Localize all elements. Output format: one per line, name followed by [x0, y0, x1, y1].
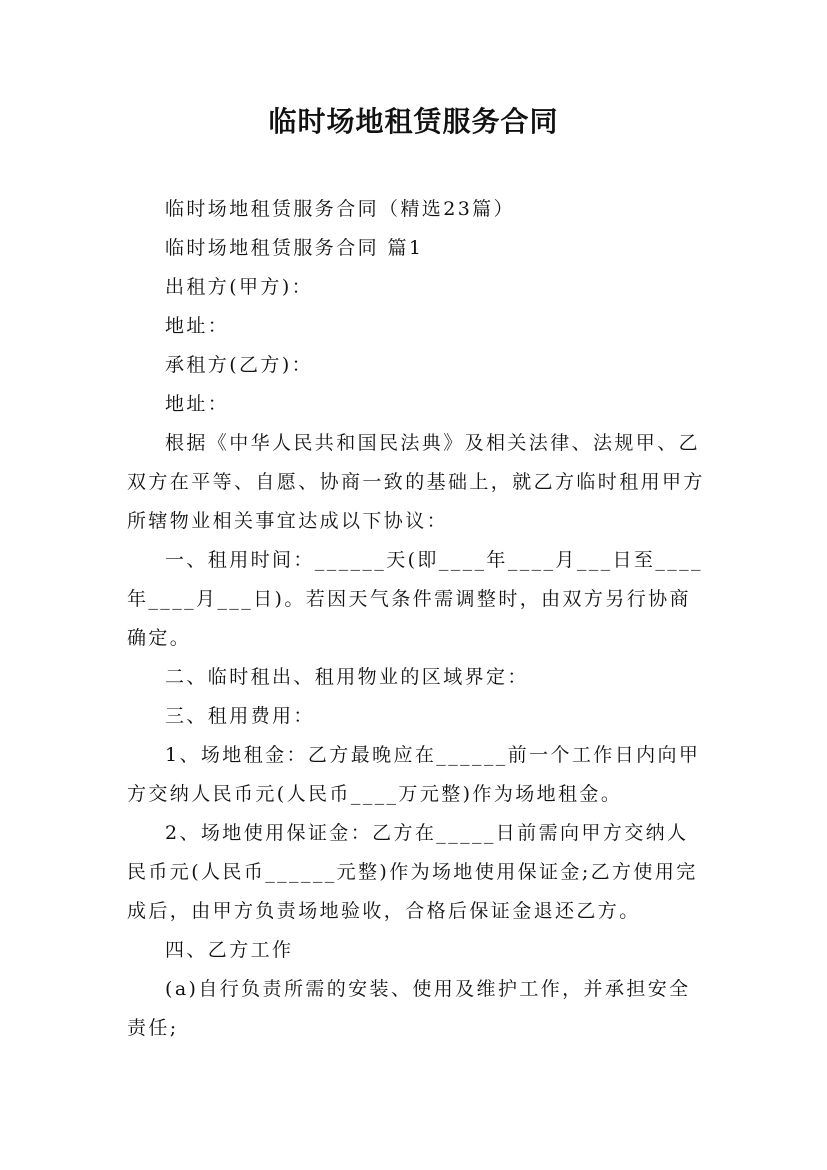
paragraph-term-two: 二、临时租出、租用物业的区域界定：	[165, 666, 529, 688]
paragraph-section-heading: 临时场地租赁服务合同 篇1	[165, 237, 424, 259]
paragraph-lessor-address: 地址：	[165, 315, 230, 337]
paragraph-lessee-address: 地址：	[165, 393, 230, 415]
paragraph-deposit: 2、场地使用保证金：乙方在_____日前需向甲方交纳人民币元(人民币______元整)作为场地使用保证金;乙方使用完成后，由甲方负责场地验收，合格后保证金退还乙方。	[127, 822, 698, 922]
paragraph-term-three: 三、租用费用：	[165, 705, 315, 727]
document-title: 临时场地租赁服务合同	[268, 105, 559, 138]
paragraph-preamble: 根据《中华人民共和国民法典》及相关法律、法规甲、乙双方在平等、自愿、协商一致的基础上，就乙方临时租用甲方所辖物业相关事宜达成以下协议：	[127, 432, 705, 532]
document-body	[127, 190, 707, 1048]
paragraph-term-one: 一、租用时间：______天(即____年____月___日至____年____月___日)。若因天气条件需调整时，由双方另行协商确定。	[127, 549, 703, 649]
paragraph-term-four: 四、乙方工作	[165, 939, 294, 961]
paragraph-lessor: 出租方(甲方)：	[165, 276, 314, 298]
paragraph-rent: 1、场地租金：乙方最晚应在______前一个工作日内向甲方交纳人民币元(人民币____万元整)作为场地租金。	[127, 744, 701, 805]
paragraph-lessee: 承租方(乙方)：	[165, 354, 314, 376]
paragraph-duty-a: (a)自行负责所需的安装、使用及维护工作，并承担安全责任;	[127, 978, 691, 1039]
paragraph-subtitle: 临时场地租赁服务合同（精选23篇）	[165, 198, 515, 220]
